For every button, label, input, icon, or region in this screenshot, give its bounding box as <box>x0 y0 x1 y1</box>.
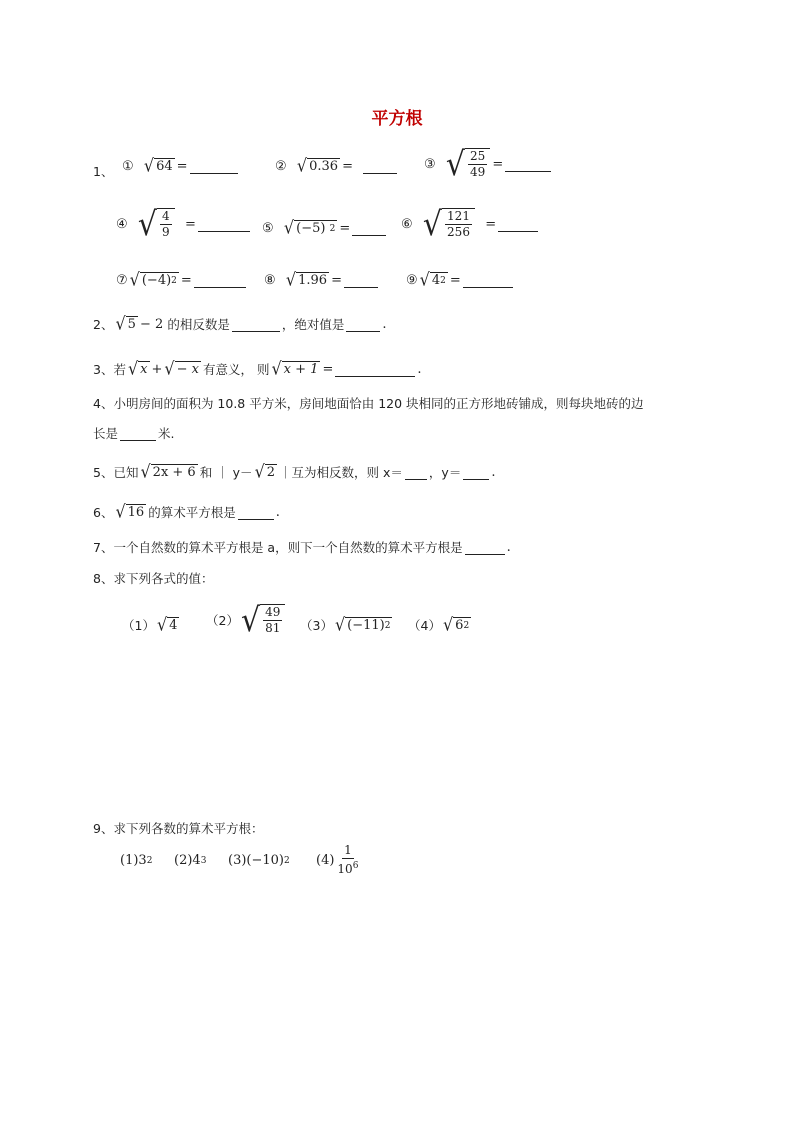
q9-item-4: (4) $\frac{1}{10^6}$ <box>316 843 359 876</box>
sqrt-expression: √ $\frac{121}{256}$ <box>423 208 475 240</box>
page-title: 平方根 <box>371 109 423 129</box>
q8-item-1: （1） √ 4 <box>122 614 178 635</box>
question-1-row-1 <box>93 160 113 182</box>
sqrt-expression: √ $\frac{49}{81}$ <box>241 604 285 636</box>
sqrt-expression: √ 16 <box>115 501 145 522</box>
sqrt-expression: √ 4 <box>156 614 178 635</box>
q8-item-3: （3） √ (−11) 2 <box>300 614 391 635</box>
sqrt-expression: √ 6 2 <box>442 614 470 635</box>
answer-blank[interactable] <box>363 159 397 174</box>
answer-blank[interactable] <box>463 273 513 288</box>
answer-blank[interactable] <box>498 217 538 232</box>
q9-item-1: (1) 3 2 <box>120 853 153 868</box>
q8-item-4: （4） √ 6 2 <box>408 614 470 635</box>
q1-item-c: ③ √ $\frac{25}{49}$ = <box>424 148 553 180</box>
question-8: 8、求下列各式的值： <box>93 571 214 586</box>
sqrt-expression: √ 4 2 <box>419 269 446 290</box>
sqrt-expression: √ 0.36 <box>296 155 339 176</box>
sqrt-expression: √ 64 <box>143 155 173 176</box>
answer-blank[interactable] <box>505 157 551 172</box>
fraction: $\frac{1}{10^6}$ <box>337 843 359 876</box>
sqrt-expression: √ (−11) 2 <box>334 614 391 635</box>
question-7: 7、一个自然数的算术平方根是 a，则下一个自然数的算术平方根是 . <box>93 539 511 555</box>
q9-item-3: (3) (−10) 2 <box>228 853 290 868</box>
answer-blank[interactable] <box>463 465 489 480</box>
question-5: 5、 已知 √ 2x + 6 和 ｜ y－ √ 2 ｜互为相反数，则 x＝ ，y＝ . <box>93 461 496 482</box>
sqrt-expression: √ x + 1 <box>271 358 319 379</box>
sqrt-expression: √ 1.96 <box>285 269 328 290</box>
q1-item-b: ② √ 0.36 = <box>275 158 399 174</box>
sqrt-expression: √ (−5) 2 <box>283 217 336 238</box>
answer-blank[interactable] <box>120 426 156 441</box>
q1-item-i: ⑨ √ 4 2 = <box>406 272 515 288</box>
question-4-line-1: 4、小明房间的面积为 10.8 平方米，房间地面恰由 120 块相同的正方形地砖铺成，则每块地砖的边 <box>93 396 644 411</box>
q1-item-h: ⑧ √ 1.96 = <box>264 272 380 288</box>
sqrt-expression: √ (−4) 2 <box>129 269 177 290</box>
question-number: 1、 <box>93 164 114 179</box>
q9-item-2: (2) 4 3 <box>174 853 207 868</box>
question-2: 2、 √ 5 − 2 的相反数是 ，绝对值是 . <box>93 313 387 334</box>
answer-blank[interactable] <box>405 465 427 480</box>
q1-item-a: ① √ 64 = <box>122 158 240 174</box>
answer-blank[interactable] <box>232 317 280 332</box>
q8-item-2: （2） √ $\frac{49}{81}$ <box>206 604 287 636</box>
sqrt-expression: √ 5 <box>115 313 136 334</box>
q1-item-e: ⑤ √ (−5) 2 = <box>262 220 388 236</box>
question-9: 9、求下列各数的算术平方根： <box>93 821 264 836</box>
sqrt-expression: √ x <box>127 358 148 379</box>
question-4-line-2: 长是 米. <box>93 426 175 441</box>
question-6: 6、 √ 16 的算术平方根是 . <box>93 501 280 522</box>
sqrt-expression: √ $\frac{4}{9}$ <box>138 208 175 240</box>
answer-blank[interactable] <box>346 317 380 332</box>
sqrt-expression: √ 2x + 6 <box>140 461 196 482</box>
question-3: 3、 若 √ x + √ − x 有意义， 则 √ x + 1 = . <box>93 358 422 379</box>
q1-item-f: ⑥ √ $\frac{121}{256}$ = <box>401 208 540 240</box>
q1-item-g: ⑦ √ (−4) 2 = <box>116 272 248 288</box>
answer-blank[interactable] <box>198 217 250 232</box>
answer-blank[interactable] <box>344 273 378 288</box>
q1-item-d: ④ √ $\frac{4}{9}$ = <box>116 208 252 240</box>
answer-blank[interactable] <box>465 540 505 555</box>
answer-blank[interactable] <box>194 273 246 288</box>
sqrt-expression: √ $\frac{25}{49}$ <box>446 148 490 180</box>
sqrt-expression: √ − x <box>164 358 199 379</box>
answer-blank[interactable] <box>190 159 238 174</box>
answer-blank[interactable] <box>335 362 415 377</box>
answer-blank[interactable] <box>238 505 274 520</box>
answer-blank[interactable] <box>352 221 386 236</box>
sqrt-expression: √ 2 <box>254 461 276 482</box>
